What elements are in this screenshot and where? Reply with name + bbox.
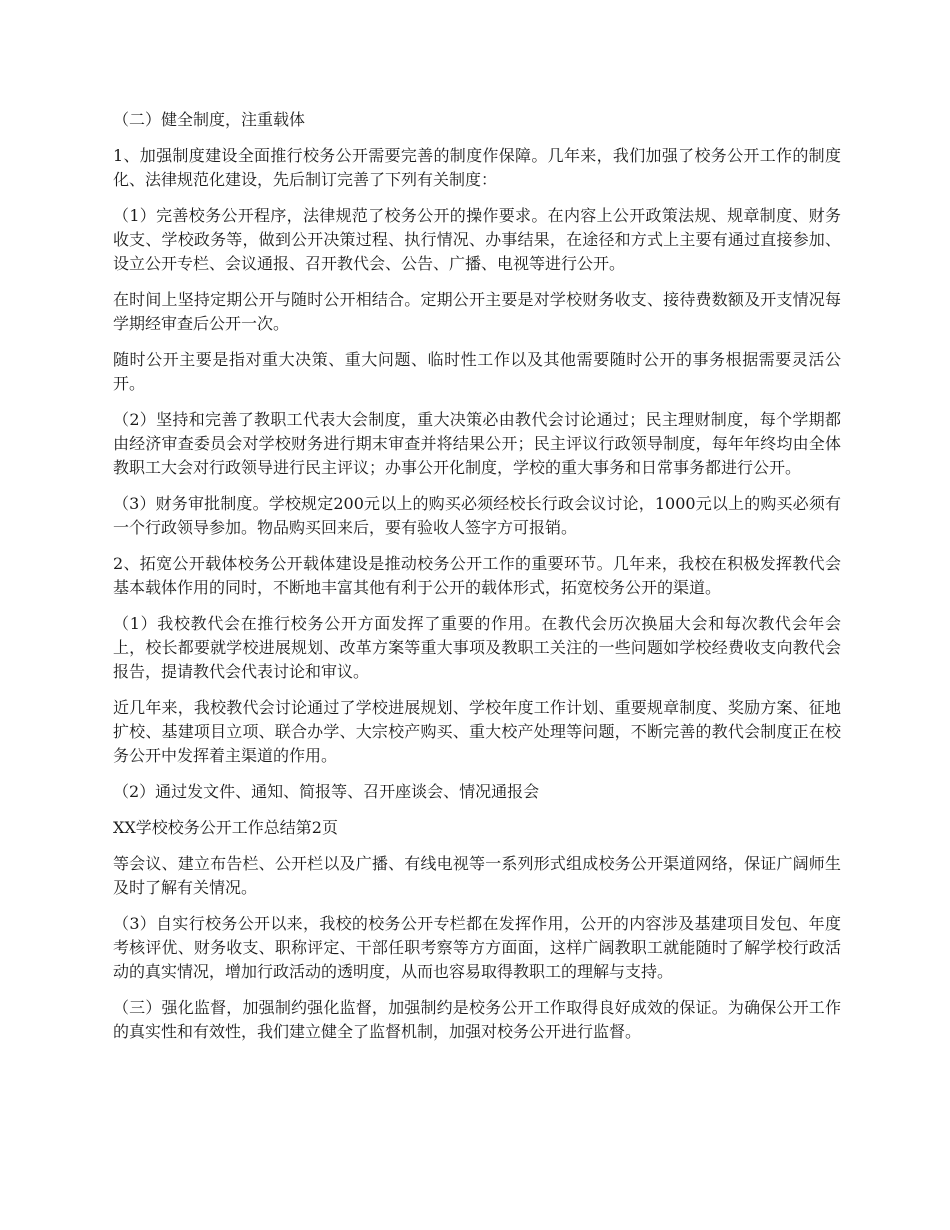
- page-running-header: XX学校校务公开工作总结第2页: [113, 818, 338, 837]
- paragraph-item-3-finance: （3）财务审批制度。学校规定200元以上的购买必须经校长行政会议讨论，1000元以上的购买必须有一个行政领导参加。物品购买回来后，要有验收人签字方可报销。: [113, 494, 841, 537]
- paragraph-recent-years: 近几年来，我校教代会讨论通过了学校进展规划、学校年度工作计划、重要规章制度、奖励方案、征地扩校、基建项目立项、联合办学、大宗校产购买、重大校产处理等问题，不断完善的教代会制度正在校务公开中发挥着主渠道的作用。: [113, 698, 841, 765]
- paragraph-broaden-carriers: 2、拓宽公开载体校务公开载体建设是推动校务公开工作的重要环节。几年来，我校在积极发挥教代会基本载体作用的同时，不断地丰富其他有利于公开的载体形式，拓宽校务公开的渠道。: [113, 554, 841, 597]
- paragraph-carrier-3-column: （3）自实行校务公开以来，我校的校务公开专栏都在发挥作用，公开的内容涉及基建项目发包、年度考核评优、财务收支、职称评定、干部任职考察等方方面面，这样广阔教职工就能随时了解学校行政活动的真实情况，增加行政活动的透明度，从而也容易取得教职工的理解与支持。: [113, 914, 841, 981]
- paragraph-channels-network: 等会议、建立布告栏、公开栏以及广播、有线电视等一系列形式组成校务公开渠道网络，保证广阔师生及时了解有关情况。: [113, 854, 841, 897]
- paragraph-ad-hoc-disclosure: 随时公开主要是指对重大决策、重大问题、临时性工作以及其他需要随时公开的事务根据需要灵活公开。: [113, 350, 841, 393]
- section-heading-3-supervision: （三）强化监督，加强制约强化监督，加强制约是校务公开工作取得良好成效的保证。为确保公开工作的真实性和有效性，我们建立健全了监督机制，加强对校务公开进行监督。: [113, 998, 841, 1041]
- section-heading-2: （二）健全制度，注重载体: [113, 110, 306, 129]
- paragraph-item-1-procedure: （1）完善校务公开程序，法律规范了校务公开的操作要求。在内容上公开政策法规、规章制度、财务收支、学校政务等，做到公开决策过程、执行情况、办事结果，在途径和方式上主要有通过直接参加、设立公开专栏、会议通报、召开教代会、公告、广播、电视等进行公开。: [113, 206, 841, 273]
- document-page: [113, 108, 841, 1056]
- paragraph-system-building: 1、加强制度建设全面推行校务公开需要完善的制度作保障。几年来，我们加强了校务公开工作的制度化、法律规范化建设，先后制订完善了下列有关制度：: [113, 146, 841, 189]
- paragraph-item-2-congress: （2）坚持和完善了教职工代表大会制度，重大决策必由教代会讨论通过；民主理财制度，每个学期都由经济审查委员会对学校财务进行期末审查并将结果公开；民主评议行政领导制度，每年年终均由全体教职工大会对行政领导进行民主评议；办事公开化制度，学校的重大事务和日常事务都进行公开。: [113, 410, 841, 477]
- paragraph-carrier-1-congress-role: （1）我校教代会在推行校务公开方面发挥了重要的作用。在教代会历次换届大会和每次教代会年会上，校长都要就学校进展规划、改革方案等重大事项及教职工关注的一些问题如学校经费收支向教代会报告，提请教代会代表讨论和审议。: [113, 614, 841, 681]
- paragraph-timing: 在时间上坚持定期公开与随时公开相结合。定期公开主要是对学校财务收支、接待费数额及开支情况每学期经审查后公开一次。: [113, 290, 841, 333]
- paragraph-carrier-2-documents: （2）通过发文件、通知、简报等、召开座谈会、情况通报会: [113, 782, 540, 801]
